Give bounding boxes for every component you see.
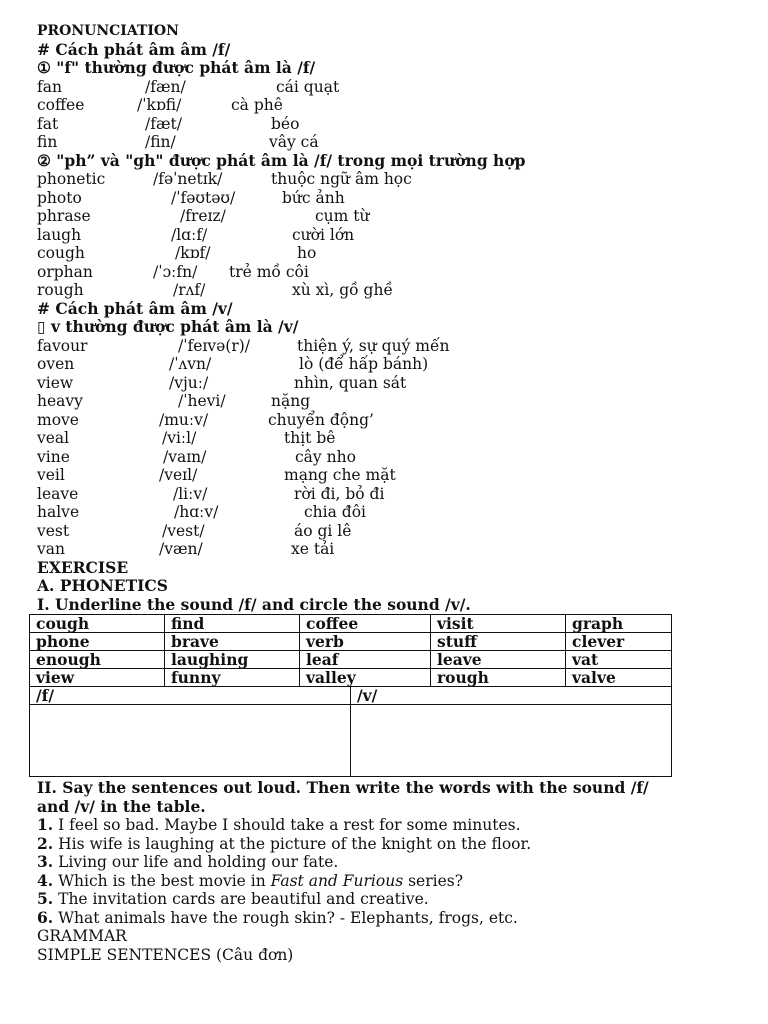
vocab-row [37,503,737,522]
vocab-ipa: /ˈʌvn/ [169,355,212,373]
vocab-ipa: /vaɪn/ [163,447,207,466]
vocab-word: vest [37,521,70,540]
vocab-row [37,485,737,504]
vocab-word: leave [37,484,79,503]
sentence-text: What animals have the rough skin? - Elephants, frogs, etc. [53,908,518,927]
vocab-row [37,411,737,430]
vocab-meaning: thuộc ngữ âm học [271,170,412,188]
vocab-word: laugh [37,225,82,244]
vocab-meaning: xe tải [291,540,335,558]
word-grid-cell[interactable]: funny [165,669,300,687]
sentence-number: 2. [37,833,54,853]
vocab-row [37,170,737,189]
vocab-ipa: /freɪz/ [180,207,226,225]
vocab-word: phrase [37,207,91,225]
v-word-list [37,337,737,559]
vocab-ipa: /ˈɔːfn/ [153,262,198,281]
rule-ph-gh-heading: ② "ph” và "gh" được phát âm là /f/ trong mọi trường hợp [37,150,526,170]
word-grid-cell[interactable]: enough [30,651,165,669]
word-grid-cell[interactable]: leave [431,651,566,669]
vocab-meaning: chuyển động’ [268,410,374,429]
word-grid-row [30,633,672,651]
sentence-item [37,890,737,909]
vocab-ipa: /rʌf/ [173,281,206,299]
vocab-word: vine [37,447,70,466]
vocab-row [37,133,737,152]
vocab-meaning: rời đi, bỏ đi [294,484,385,503]
word-grid-cell[interactable]: brave [165,633,300,651]
vocab-ipa: /fəˈnetɪk/ [153,170,223,188]
vocab-ipa: /fin/ [145,133,176,151]
word-grid-cell[interactable]: verb [300,633,431,651]
vocab-word: halve [37,503,80,521]
vocab-word: van [37,540,65,558]
vocab-meaning: thiện ý, sự quý mến [297,336,450,355]
worksheet [37,22,737,964]
vocab-ipa: /lɑːf/ [171,225,208,244]
vocab-word: oven [37,355,75,373]
task1-instruction: I. Underline the sound /f/ and circle the sound /v/. [37,594,471,614]
vocab-word: coffee [37,96,85,114]
vocab-word: fin [37,133,58,151]
vocab-row [37,429,737,448]
vocab-row [37,189,737,208]
vocab-ipa: /viːl/ [162,429,197,447]
vocab-meaning: cái quạt [276,77,340,96]
vocab-meaning: lò (để hấp bánh) [299,355,429,373]
vocab-word: cough [37,244,85,262]
word-grid-cell[interactable]: laughing [165,651,300,669]
vocab-word: favour [37,336,88,355]
sentence-number: 1. [37,815,54,834]
sentence-number: 5. [37,889,54,908]
exercise-title: EXERCISE [37,557,129,577]
page-title: PRONUNCIATION [37,23,179,39]
vocab-word: orphan [37,262,93,281]
vocab-row [37,540,737,559]
vocab-word: photo [37,188,82,207]
sentence-number: 3. [37,852,54,871]
vocab-word: rough [37,281,84,299]
vocab-row [37,374,737,393]
sentence-text: His wife is laughing at the picture of the knight on the floor. [53,834,532,853]
answer-header-f: /f/ [30,687,351,705]
vocab-meaning: vây cá [269,133,319,151]
f-word-list [37,78,737,152]
vocab-meaning: cụm từ [315,207,370,225]
word-grid-cell[interactable]: clever [566,633,672,651]
rule-f-heading: ① "f" thường được phát âm là /f/ [37,58,316,77]
sentence-italic-title: Fast and Furious [270,871,404,890]
vocab-row [37,263,737,282]
vocab-row [37,448,737,467]
sentence-number: 6. [37,907,54,927]
rule-v-heading [37,318,737,337]
vocab-meaning: mạng che mặt [284,466,396,484]
word-grid-cell[interactable]: graph [566,615,672,633]
sentence-text: I feel so bad. Maybe I should take a rest for some minutes. [53,816,521,834]
vocab-row [37,522,737,541]
vocab-row [37,96,737,115]
section-heading-v: # Cách phát âm âm /v/ [37,298,233,318]
word-grid-cell[interactable]: phone [30,633,165,651]
vocab-meaning: bức ảnh [282,188,345,207]
rule-v-text: v thường được phát âm là /v/ [50,317,299,336]
word-grid [29,614,672,687]
vocab-word: heavy [37,392,83,410]
word-grid-cell[interactable]: valve [566,669,672,687]
vocab-ipa: /ˈhevi/ [178,392,226,410]
vocab-ipa: /vest/ [162,521,205,540]
vocab-row [37,466,737,485]
word-grid-row [30,651,672,669]
vocab-meaning: áo gi lê [294,521,352,540]
vocab-row [37,392,737,411]
answer-cell-f[interactable] [30,705,351,777]
vocab-meaning: béo [271,114,300,133]
vocab-ipa: /vjuː/ [169,373,209,392]
vocab-meaning: nặng [271,392,311,410]
word-grid-cell[interactable]: find [165,615,300,633]
task2-instruction-line2: and /v/ in the table. [37,796,206,816]
vocab-row [37,281,737,300]
vocab-word: view [37,373,74,392]
vocab-ipa: /fæn/ [145,77,186,96]
vocab-meaning: xù xì, gồ ghề [292,281,393,299]
word-grid-cell[interactable]: coffee [300,615,431,633]
vocab-meaning: trẻ mồ côi [229,262,309,281]
word-grid-row [30,669,672,687]
word-grid-cell[interactable]: valley [300,669,431,687]
vocab-ipa: /ˈfeɪvə(r)/ [178,336,251,355]
vocab-row [37,207,737,226]
part-a-title: A. PHONETICS [37,576,168,595]
word-grid-cell[interactable]: stuff [431,633,566,651]
word-grid-cell[interactable]: view [30,669,165,687]
word-grid-cell[interactable]: leaf [300,651,431,669]
word-grid-row [30,615,672,633]
sentence-text-end: series? [403,871,464,890]
sentence-list [37,816,737,927]
sentence-text: Which is the best movie in [53,871,271,890]
word-grid-cell[interactable]: rough [431,669,566,687]
section-heading-f: # Cách phát âm âm /f/ [37,39,231,59]
vocab-ipa: /hɑːv/ [174,503,219,521]
vocab-word: fan [37,77,62,96]
vocab-row [37,226,737,245]
grammar-title: GRAMMAR [37,927,127,945]
vocab-row [37,78,737,97]
sentence-number: 4. [37,870,54,890]
missing-glyph-icon: ▯ [37,317,46,336]
vocab-word: veal [37,429,70,447]
sentence-item [37,853,737,872]
sentence-item [37,909,737,928]
vocab-row [37,115,737,134]
vocab-row [37,355,737,374]
vocab-meaning: cười lớn [292,225,355,244]
answer-header-v: /v/ [351,687,672,705]
vocab-ipa: /liːv/ [173,484,208,503]
word-grid-cell[interactable]: visit [431,615,566,633]
task2-instruction-line1: II. Say the sentences out loud. Then write the words with the sound /f/ [37,778,649,797]
vocab-meaning: thịt bê [284,429,336,447]
vocab-ipa: /ˈfəʊtəʊ/ [171,188,236,207]
grammar-subtitle: SIMPLE SENTENCES (Câu đơn) [37,945,294,964]
vocab-meaning: nhìn, quan sát [294,373,407,392]
sentence-text: The invitation cards are beautiful and creative. [53,890,429,908]
word-grid-cell[interactable]: cough [30,615,165,633]
vocab-ipa: /fæt/ [145,114,182,133]
vocab-ipa: /muːv/ [159,410,209,429]
vocab-meaning: chia đôi [304,503,366,521]
sentence-text: Living our life and holding our fate. [53,853,339,871]
sentence-item [37,835,737,854]
vocab-meaning: cây nho [295,447,356,466]
word-grid-cell[interactable]: vat [566,651,672,669]
vocab-meaning: cà phê [231,96,283,114]
vocab-meaning: ho [297,244,317,262]
vocab-ipa: /kɒf/ [175,244,211,262]
vocab-word: fat [37,114,59,133]
sentence-item [37,872,737,891]
answer-table [29,686,672,777]
vocab-ipa: /væn/ [159,540,203,558]
vocab-ipa: /veɪl/ [159,466,198,484]
vocab-word: phonetic [37,170,106,188]
sentence-item [37,816,737,835]
vocab-word: veil [37,466,65,484]
vocab-ipa: /ˈkɒfi/ [137,96,182,114]
ph-word-list [37,170,737,300]
vocab-row [37,337,737,356]
vocab-row [37,244,737,263]
vocab-word: move [37,410,79,429]
answer-cell-v[interactable] [351,705,672,777]
